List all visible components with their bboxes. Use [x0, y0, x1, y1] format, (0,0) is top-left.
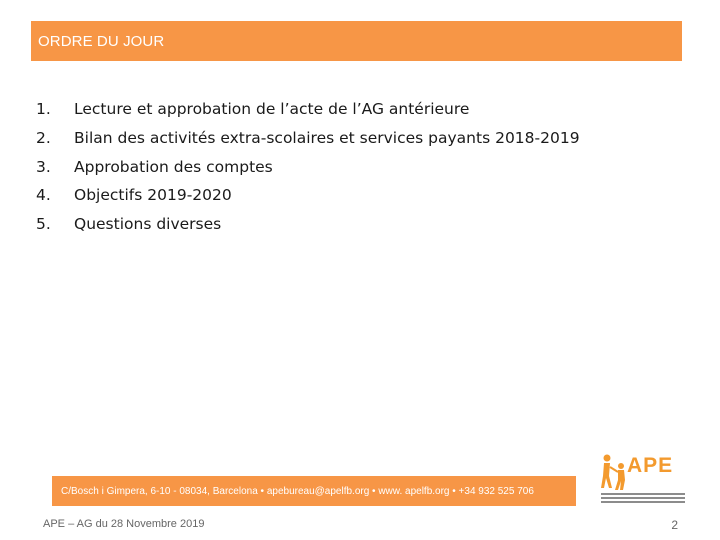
agenda-item-text: Objectifs 2019-2020 — [74, 186, 232, 205]
agenda-item — [36, 95, 580, 124]
slide-title: ORDRE DU JOUR — [38, 32, 165, 50]
ape-logo — [598, 452, 688, 508]
page-number: 2 — [671, 518, 678, 532]
agenda-item — [36, 124, 580, 153]
agenda-item-text: Questions diverses — [74, 215, 222, 234]
agenda-item-number: 2. — [36, 128, 51, 147]
title-bar — [31, 21, 682, 61]
agenda-item-text: Bilan des activités extra-scolaires et services payants 2018-2019 — [74, 128, 580, 147]
agenda-item — [36, 153, 580, 182]
logo-line — [601, 501, 685, 503]
logo-subtitle-lines — [601, 493, 685, 503]
agenda-item-number: 5. — [36, 215, 51, 234]
agenda-item-number: 4. — [36, 186, 51, 205]
footer-caption: APE – AG du 28 Novembre 2019 — [43, 518, 205, 530]
logo-text: APE — [627, 454, 674, 477]
footer-band — [52, 476, 576, 506]
agenda-item-number: 1. — [36, 100, 51, 118]
footer-address: C/Bosch i Gimpera, 6-10 - 08034, Barcelona • apebureau@apelfb.org • www. apelfb.org • +34 932 525 706 — [61, 485, 534, 497]
agenda-item-text: Lecture et approbation de l’acte de l’AG antérieure — [74, 100, 470, 118]
agenda-item-number: 3. — [36, 157, 51, 176]
agenda-item-text: Approbation des comptes — [74, 157, 273, 176]
agenda-list — [36, 95, 580, 239]
agenda-item — [36, 210, 580, 239]
logo-line — [601, 493, 685, 495]
agenda-item — [36, 181, 580, 210]
logo-line — [601, 497, 685, 499]
